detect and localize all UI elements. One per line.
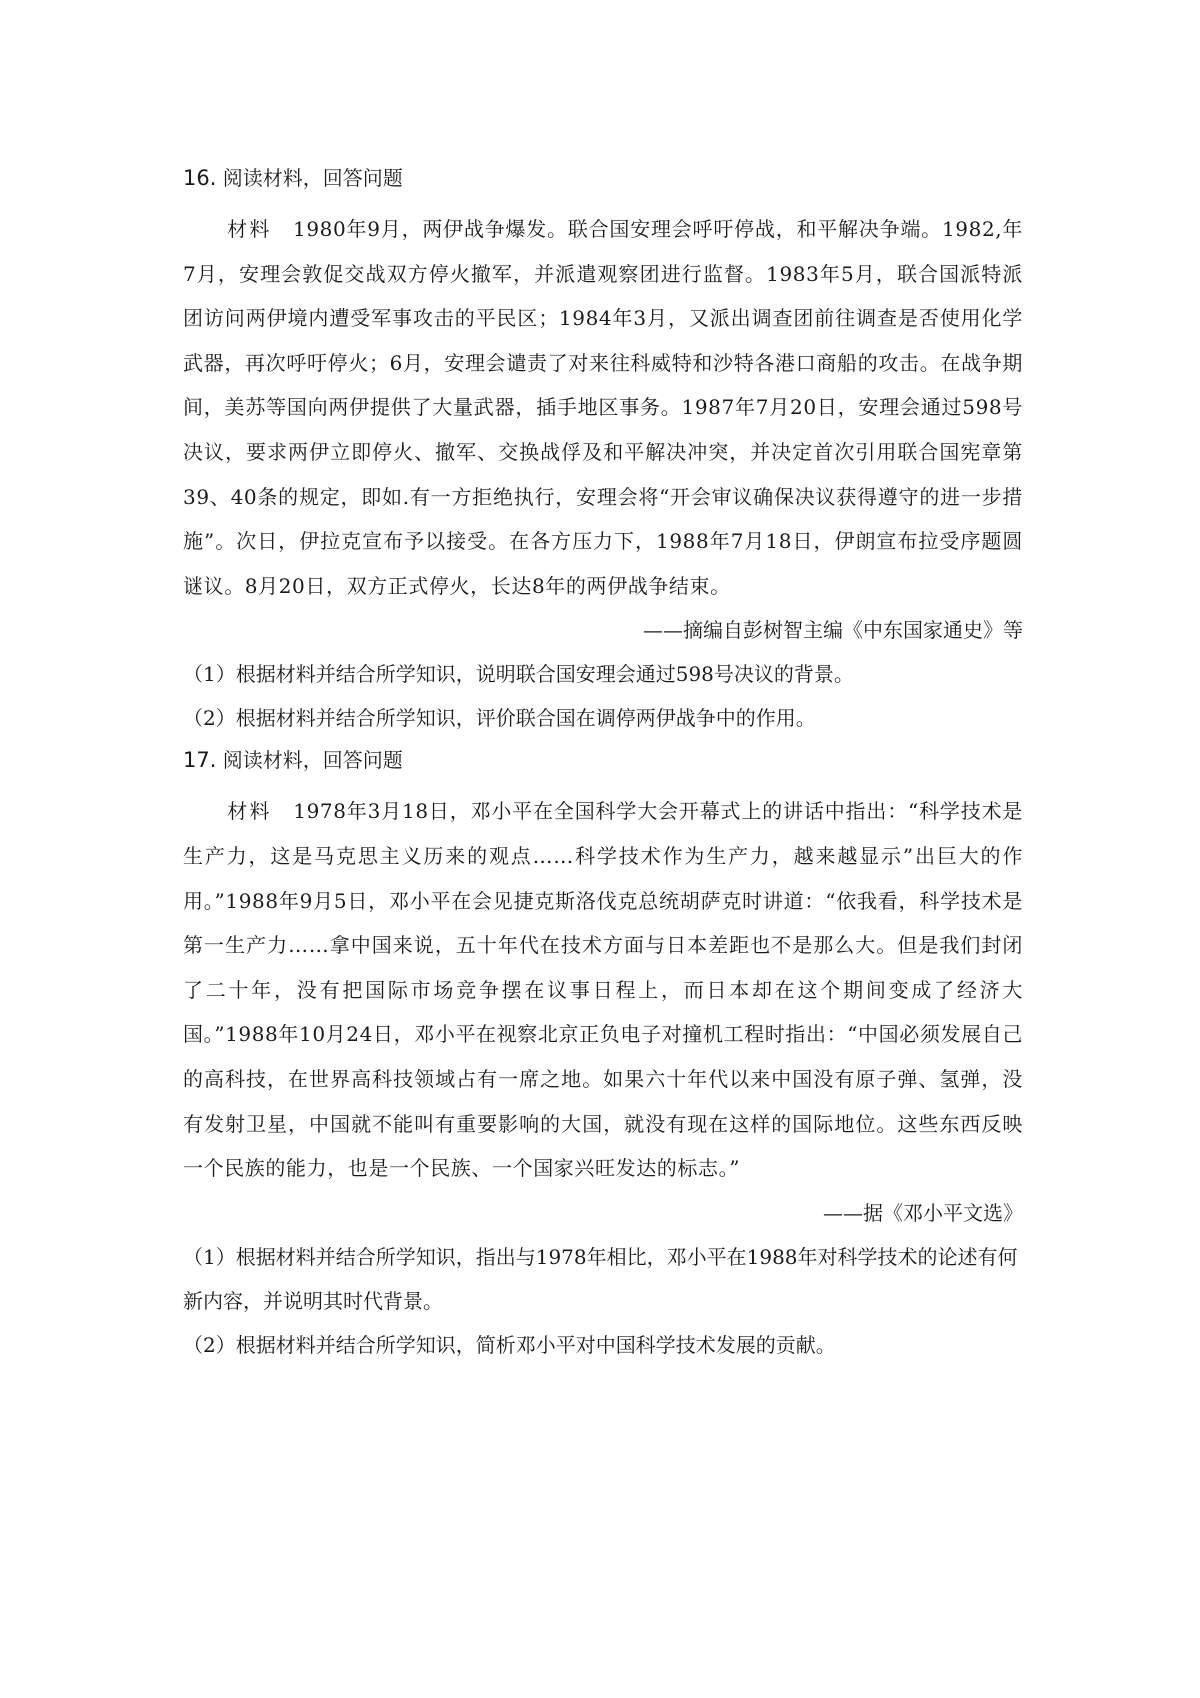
question-title: 阅读材料，回答问题 [222, 166, 403, 190]
question-17 [183, 742, 1023, 1366]
material-paragraph [183, 207, 1023, 608]
sub-question-1: （1）根据材料并结合所学知识，指出与1978年相比，邓小平在1988年对科学技术的论述有何新内容，并说明其时代背景。 [183, 1244, 1018, 1313]
material-source: ——据《邓小平文选》 [823, 1200, 1023, 1225]
sub-question-2: （2）根据材料并结合所学知识，简析邓小平对中国科学技术发展的贡献。 [183, 1332, 836, 1357]
question-number: 16. [183, 166, 217, 190]
sub-question-1: （1）根据材料并结合所学知识，说明联合国安理会通过598号决议的背景。 [183, 662, 854, 687]
material-text: 1978年3月18日，邓小平在全国科学大会开幕式上的讲话中指出：“科学技术是生产力，这是马克思主义历来的观点……科学技术作为生产力，越来越显示”出巨大的作用。”1988年9月5日，邓小平在会见捷克斯洛伐克总统胡萨克时讲道：“依我看，科学技术是第一生产力……拿中国来说，五十年代在技术方面与日本差距也不是那么大。但是我们封闭了二十年，没有把国际市场竞争摆在议事日程上，而日本却在这个期间变成了经济大国。”1988年10月24日，邓小平在视察北京正负电子对撞机工程时指出：“中国必须发展自己的高科技，在世界高科技领域占有一席之地。如果六十年代以来中国没有原子弹、氢弹，没有发射卫星，中国就不能叫有重要影响的大国，就没有现在这样的国际地位。这些东西反映一个民族的能力，也是一个民族、一个国家兴旺发达的标志。” [183, 799, 1024, 1181]
question-heading [183, 742, 1023, 778]
question-number: 17. [183, 748, 217, 773]
question-heading [183, 160, 1023, 196]
exam-page [183, 160, 1023, 1367]
sub-question-2: （2）根据材料并结合所学知识，评价联合国在调停两伊战争中的作用。 [183, 706, 816, 731]
material-paragraph [183, 789, 1023, 1190]
material-label: 材料 [227, 217, 272, 241]
material-text: 1980年9月，两伊战争爆发。联合国安理会呼吁停战，和平解决争端。1982,年7月，安理会敦促交战双方停火撤军，并派遣观察团进行监督。1983年5月，联合国派特派团访问两伊境内遭受军事攻击的平民区；1984年3月，又派出调查团前往调查是否使用化学武器，再次呼吁停火；6月，安理会谴责了对来往科威特和沙特各港口商船的攻击。在战争期间，美苏等国向两伊提供了大量武器，插手地区事务。1987年7月20日，安理会通过598号决议，要求两伊立即停火、撤军、交换战俘及和平解决冲突，并决定首次引用联合国宪章第39、40条的规定，即如.有一方拒绝执行，安理会将“开会审议确保决议获得遵守的进一步措施”。次日，伊拉克宣布予以接受。在各方压力下，1988年7月18日，伊朗宣布拉受序题圆谜议。8月20日，双方正式停火，长达8年的两伊战争结束。 [183, 217, 1024, 598]
material-label: 材料 [227, 799, 272, 824]
question-16 [183, 160, 1023, 740]
material-source: ——摘编自彭树智主编《中东国家通史》等 [643, 618, 1023, 643]
question-title: 阅读材料，回答问题 [222, 748, 403, 773]
